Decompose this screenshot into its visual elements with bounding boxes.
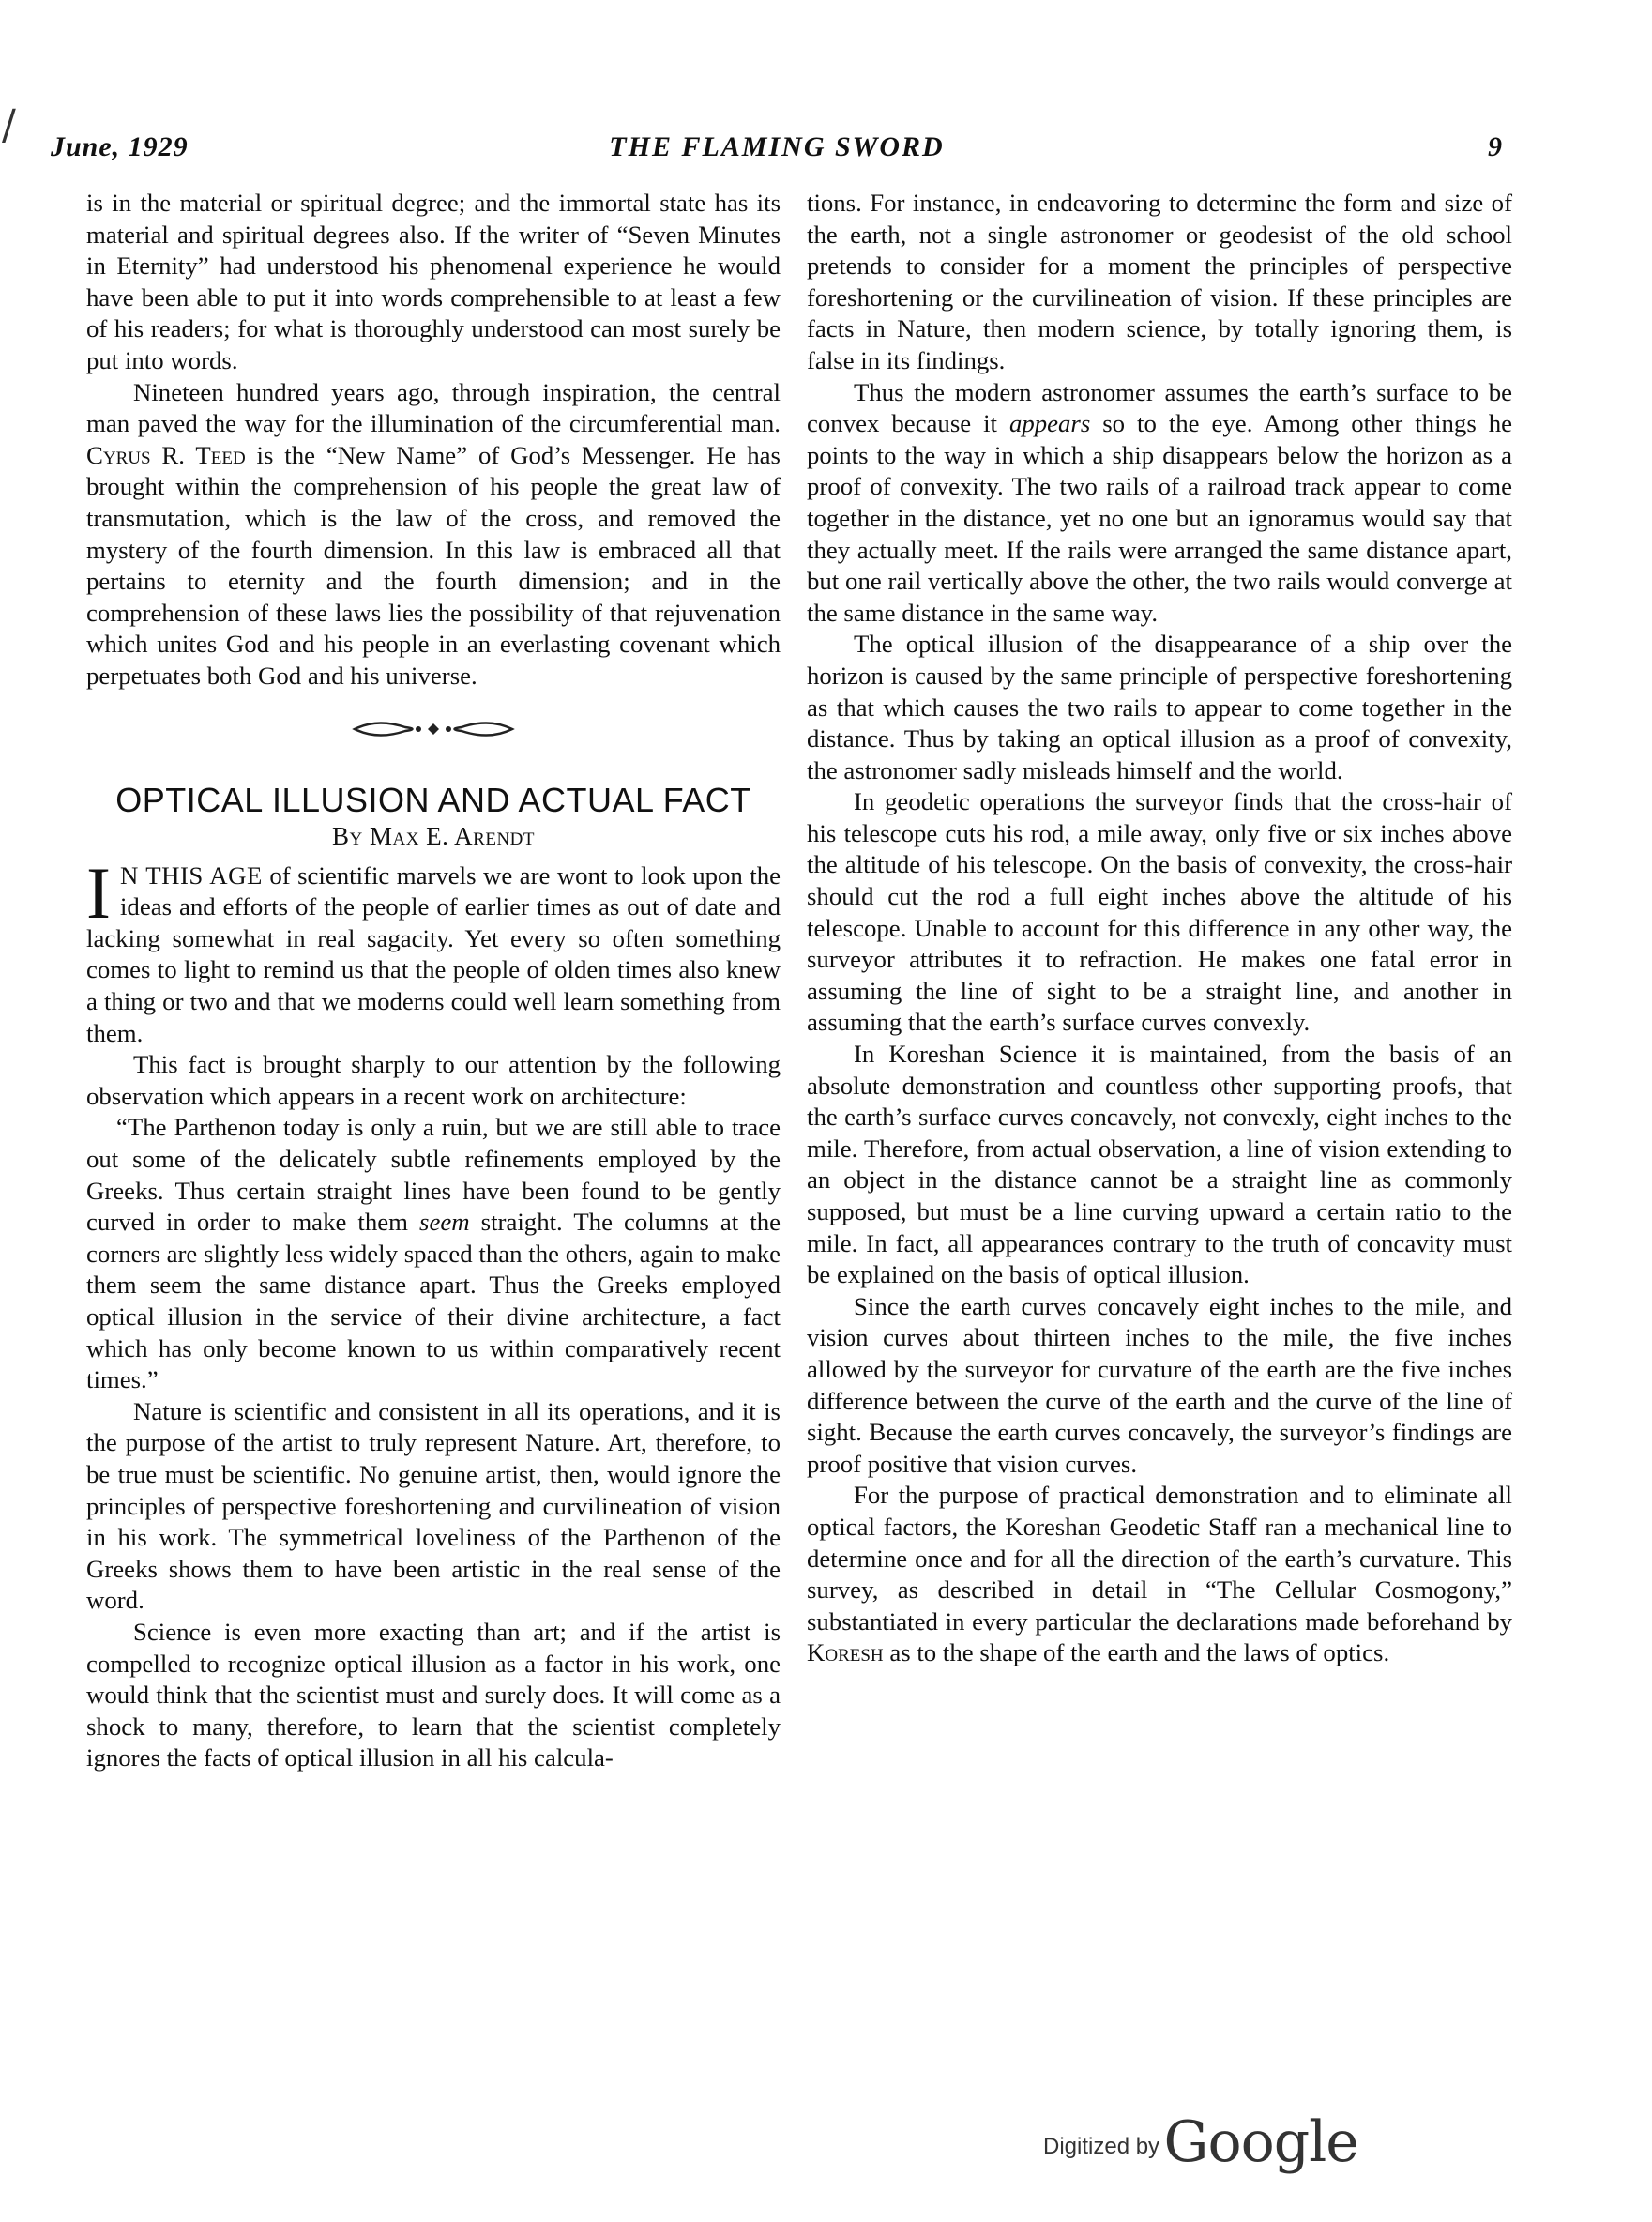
paragraph-calculations: tions. For instance, in endeavoring to determine the form and size of the earth, not a single astronomer or geodesist of the old school pretends to consider for a moment the principles of perspective foreshortening or the curvilineation of vision. If these principles are facts in Nature, then modern science, by totally ignoring them, is false in its findings. <box>807 189 1512 374</box>
issue-date: June, 1929 <box>51 131 189 162</box>
paragraph-teed: Nineteen hundred years ago, through inspiration, the central man paved the way for the illumination of the circumferential man. Cyrus R. Teed is the “New Name” of God’s Messenger. He has brought within the comprehension of his people the great law of transmutation, which is the law of the cross, and removed the mystery of the fourth dimension. In this law is embraced all that pertains to eternity and the fourth dimension; and in the comprehension of these laws lies the possibility of that rejuvenation which unites God and his people in an everlasting covenant which perpetuates both God and his universe. <box>86 377 781 690</box>
parthenon-quote: “The Parthenon today is only a ruin, but we are still able to trace out some of the delicately subtle refinements employed by the Greeks. Thus certain straight lines have been found to be gently curved in order to make them seem straight. The columns at the corners are slightly less widely spaced than the others, again to make them seem the same distance apart. Thus the Greeks employed optical illusion in the service of their divine architecture, a fact which has only become known to us within comparatively recent times.” <box>86 1113 781 1394</box>
paragraph-vision-curves: Since the earth curves concavely eight inches to the mile, and vision curves about thirteen inches to the mile, the five inches allowed by the surveyor for curvature of the earth are the five inches difference between the curve of the earth and the curve of the line of sight. Because the earth curves concavely, the surveyor’s findings are proof positive that vision curves. <box>807 1291 1512 1478</box>
left-column <box>86 188 781 1774</box>
paragraph-science: Science is even more exacting than art; and if the artist is compelled to recognize optical illusion as a factor in his work, one would think that the scientist must and surely does. It will come as a shock to many, therefore, to learn that the scientist completely ignores the facts of optical illusion in all his calcula- <box>86 1617 781 1773</box>
journal-title: THE FLAMING SWORD <box>609 131 945 162</box>
paragraph-convexity: Thus the modern astronomer assumes the earth’s surface to be convex because it appears so to the eye. Among other things he points to the way in which a ship disappears below the horizon as a proof of convexity. The two rails of a railroad track appear to come together in the distance, yet no one but an ignoramus would say that they actually meet. If the rails were arranged the same distance apart, but one rail vertically above the other, the two rails would converge at the same distance in the same way. <box>807 377 1512 627</box>
name-koresh: Koresh <box>807 1638 884 1667</box>
section-divider-ornament <box>86 715 781 771</box>
ornament-icon <box>349 715 518 743</box>
name-cyrus-teed: Cyrus R. Teed <box>86 440 246 469</box>
paragraph-observation: This fact is brought sharply to our attention by the following observation which appears in a recent work on architecture: <box>86 1050 781 1110</box>
continued-paragraph: is in the material or spiritual degree; and the immortal state has its material and spiritual degrees also. If the writer of “Seven Minutes in Eternity” had understood his phenomenal experience he would have been able to put it into words comprehensible to at least a few of his readers; for what is thoroughly understood can most surely be put into words. <box>86 189 781 374</box>
paragraph-geodetic-staff: For the purpose of practical demonstration and to eliminate all optical factors, the Koreshan Geodetic Staff ran a mechanical line to determine once and for all the direction of the earth’s curvature. This survey, as described in detail in “The Cellular Cosmogony,” substantiated in every particular the declarations made beforehand by Koresh as to the shape of the earth and the laws of optics. <box>807 1481 1512 1667</box>
page-number: 9 <box>1488 131 1503 162</box>
digitized-by-google-watermark: Digitized by Google <box>1043 2109 1358 2175</box>
margin-scan-mark: / <box>2 101 16 149</box>
drop-cap: I <box>86 851 111 934</box>
running-header <box>51 131 1503 169</box>
paragraph-geodetic: In geodetic operations the surveyor finds that the cross-hair of his telescope cuts his rod, a mile away, only five or six inches above the altitude of his telescope. On the basis of convexity, the cross-hair should cut the rod a full eight inches above the altitude of his telescope. Unable to account for this difference in any other way, the surveyor attributes it to refraction. He makes one fatal error in assuming the line of sight to be a straight line, and another in assuming that the earth’s surface curves convexly. <box>807 787 1512 1037</box>
paragraph-nature: Nature is scientific and consistent in all its operations, and it is the purpose of the artist to truly represent Nature. Art, therefore, to be true must be scientific. No genuine artist, then, would ignore the principles of perspective foreshortening and curvilineation of vision in his work. The symmetrical loveliness of the Parthenon of the Greeks shows them to have been artistic in the real sense of the word. <box>86 1396 781 1615</box>
byline: By Max E. Arendt <box>331 822 535 851</box>
article-title: OPTICAL ILLUSION AND ACTUAL FACT <box>115 780 751 819</box>
author-name: Max E. Arendt <box>369 822 535 851</box>
lead-paragraph: I N THIS AGE of scientific marvels we are wont to look upon the ideas and efforts of the people of earlier times as out of date and lacking somewhat in real sagacity. Yet every so often something comes to light to remind us that the people of olden times also knew a thing or two and that we moderns could well learn something from them. <box>86 851 781 1047</box>
google-logo: Google <box>1163 2109 1358 2175</box>
paragraph-ship-illusion: The optical illusion of the disappearance of a ship over the horizon is caused by the same principle of perspective foreshortening as that which causes the two rails to appear to come together in the distance. Thus by taking an optical illusion as a proof of convexity, the astronomer sadly misleads himself and the world. <box>807 630 1512 784</box>
paragraph-koreshan-science: In Koreshan Science it is maintained, from the basis of an absolute demonstration and countless other supporting proofs, that the earth’s surface curves concavely, not convexly, eight inches to the mile. Therefore, from actual observation, a line of vision extending to an object in the distance cannot be a straight line as commonly supposed, but must be a line curving upward a certain ratio to the mile. In fact, all appearances contrary to the truth of concavity must be explained on the basis of optical illusion. <box>807 1040 1512 1289</box>
right-column <box>807 188 1512 1669</box>
